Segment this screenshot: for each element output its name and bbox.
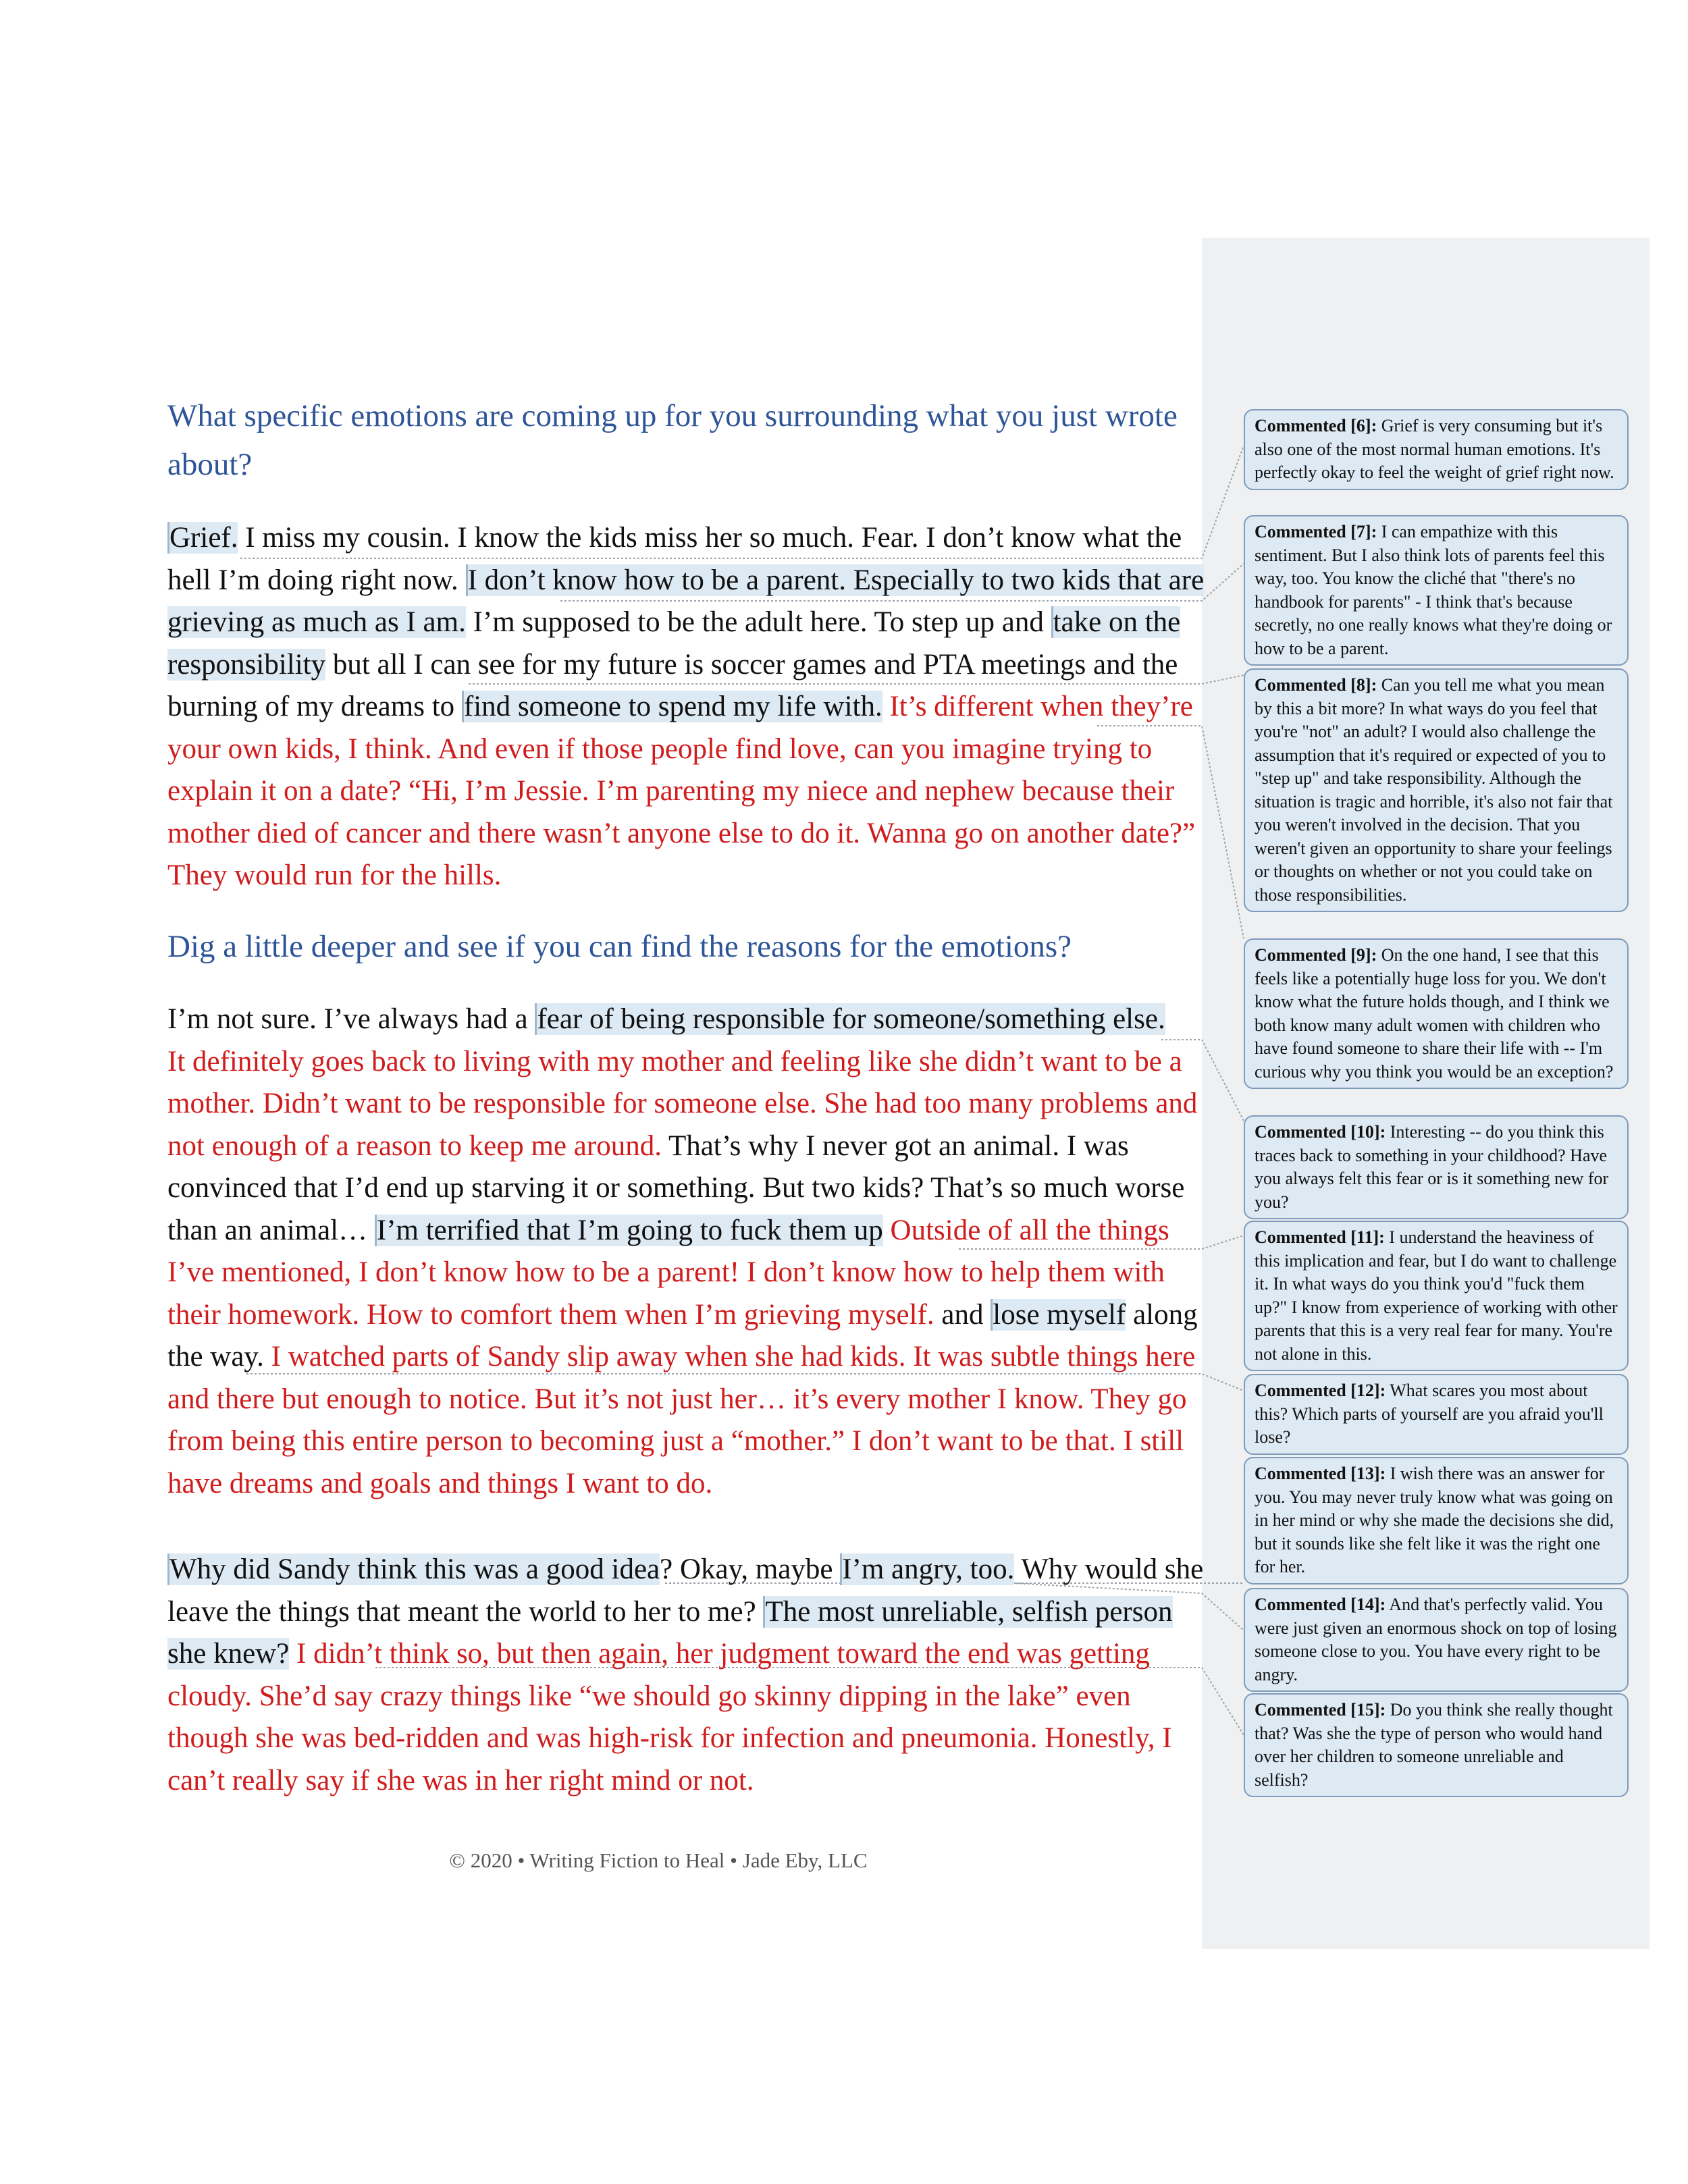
text-run-red: Outside of all the things I’ve mentioned, I don’t know how to be a parent! I don’t know how to help them with their homework. How to comfort them when I’m grieving myself. [167,1214,1169,1331]
comment-author-label: Commented [6]: [1255,416,1377,435]
prompt-heading-2: Dig a little deeper and see if you can find the reasons for the emotions? [167,929,1072,964]
page-footer: © 2020 • Writing Fiction to Heal • Jade Eby, LLC [449,1848,868,1872]
comment-15[interactable] [1244,1693,1629,1797]
comment-author-label: Commented [15]: [1255,1700,1386,1720]
comment-7[interactable] [1244,515,1629,666]
comment-author-label: Commented [11]: [1255,1227,1385,1247]
text-run: along the way. [167,1298,1198,1373]
highlight-find-someone[interactable]: find someone to spend my life with. [462,691,882,722]
comment-text: What scares you most about this? Which parts of yourself are you afraid you'll lose? [1255,1381,1604,1447]
text-run: I’m not sure. I’ve always had a [167,1003,535,1035]
comment-text: Do you think she really thought that? Was she the type of person who would hand over her children to someone unreliable and selfish? [1255,1700,1613,1790]
response-paragraph-3 [167,1549,1207,1802]
response-paragraph-2 [167,998,1207,1505]
text-run: I miss my cousin. I know the kids miss her so much. Fear. I don’t know what the hell I’m doing right now. [167,522,1182,596]
comment-9[interactable] [1244,938,1629,1089]
comment-text: Grief is very consuming but it's also one of the most normal human emotions. It's perfectly okay to feel the weight of grief right now. [1255,416,1614,482]
highlight-good-idea[interactable]: Why did Sandy think this was a good idea [167,1553,660,1585]
text-run: I’m supposed to be the adult here. To step up and [465,606,1051,638]
comment-13[interactable] [1244,1457,1629,1584]
text-run-red: I watched parts of Sandy slip away when she had kids. It was subtle things here and there but enough to notice. But it’s not just her… it’s every mother I know. They go from being this entire person to becoming just a “mother.” I don’t want to be that. I still have dreams and goals and things I want to do. [167,1341,1196,1499]
comment-text: I can empathize with this sentiment. But I also think lots of parents feel this way, too. You know the cliché that "there's no handbook for parents" - I think that's because secretly, no one really knows what they're doing or how to be a parent. [1255,522,1612,658]
text-run: and [934,1298,991,1331]
highlight-angry[interactable]: I’m angry, too. [840,1553,1014,1585]
comment-text: I wish there was an answer for you. You may never truly know what was going on in her mind or why she made the decisions she did, but it sounds like she felt like it was the right one for her. [1255,1464,1614,1576]
highlight-lose-myself[interactable]: lose myself [991,1299,1126,1331]
text-run: but all I can see for my future is soccer games and PTA meetings and the burning of my dreams to [167,648,1178,722]
comment-text: And that's perfectly valid. You were just given an enormous shock on top of losing someone close to you. You have every right to be angry. [1255,1595,1617,1684]
comment-8[interactable] [1244,668,1629,912]
highlight-grief[interactable]: Grief. [167,522,238,554]
text-run: ? Okay, maybe [660,1553,841,1585]
response-paragraph-1 [167,517,1207,897]
comment-text: I understand the heaviness of this implication and fear, but I do want to challenge it. In what ways do you think you'd "fuck them up?" I know from experience of working with other parents that this is a very real fear for many. You're not alone in this. [1255,1227,1618,1364]
comment-10[interactable] [1244,1115,1629,1219]
text-run: That’s why I never got an animal. I was convinced that I’d end up starving it or something. But two kids? That’s so much worse than an animal… [167,1129,1185,1246]
text-run-red: It’s different when they’re your own kids, I think. And even if those people find love, can you imagine trying to explain it on a date? “Hi, I’m Jessie. I’m parenting my niece and nephew because their mother died of cancer and there wasn’t anyone else to do it. Wanna go on another date?” They would run for the hills. [167,691,1196,891]
prompt-heading-1: What specific emotions are coming up for you surrounding what you just wrote about? [167,398,1178,482]
comment-author-label: Commented [7]: [1255,522,1377,541]
comment-author-label: Commented [13]: [1255,1464,1386,1483]
text-run-red: It definitely goes back to living with my mother and feeling like she didn’t want to be a mother. Didn’t want to be responsible for someone else. She had too many problems and not enough of a reason to keep me around. [167,1045,1198,1162]
comment-12[interactable] [1244,1374,1629,1455]
comment-text: Interesting -- do you think this traces back to something in your childhood? Have you always felt this fear or is it something new for you? [1255,1122,1609,1212]
comment-14[interactable] [1244,1588,1629,1692]
comment-author-label: Commented [14]: [1255,1595,1386,1614]
highlight-fear-responsible[interactable]: fear of being responsible for someone/something else. [535,1003,1165,1035]
comment-text: On the one hand, I see that this feels like a potentially huge loss for you. We don't know what the future holds though, and I think we both know many adult women with children who have found someone to share their life with -- I'm curious why you think you would be an exception? [1255,945,1614,1082]
highlight-responsibility[interactable]: take on the responsibility [167,606,1181,681]
text-run-red: I didn’t think so, but then again, her judgment toward the end was getting cloudy. She’d say crazy things like “we should go skinny dipping in the lake” even though she was bed-ridden and was high-risk for infection and pneumonia. Honestly, I can’t really say if she was in her right mind or not. [167,1638,1172,1796]
text-run: Why would she leave the things that meant the world to her to me? [167,1553,1204,1628]
comment-11[interactable] [1244,1221,1629,1371]
comment-author-label: Commented [12]: [1255,1381,1386,1400]
comment-author-label: Commented [9]: [1255,945,1377,965]
highlight-unreliable[interactable]: The most unreliable, selfish person she knew? [167,1595,1173,1670]
comment-author-label: Commented [8]: [1255,675,1377,695]
highlight-terrified[interactable]: I’m terrified that I’m going to fuck them up [375,1215,883,1246]
comment-6[interactable] [1244,409,1629,490]
comment-author-label: Commented [10]: [1255,1122,1386,1142]
highlight-parent[interactable]: I don’t know how to be a parent. Especially to two kids that are grieving as much as I am. [167,564,1205,638]
comment-text: Can you tell me what you mean by this a bit more? In what ways do you feel that you're "not" an adult? I would also challenge the assumption that it's required or expected of you to "step up" and take responsibility. Although the situation is tragic and horrible, it's also not fair that you weren't involved in the decision. That you weren't given an opportunity to share your feelings or thoughts on whether or not you could take on those responsibilities. [1255,675,1613,905]
